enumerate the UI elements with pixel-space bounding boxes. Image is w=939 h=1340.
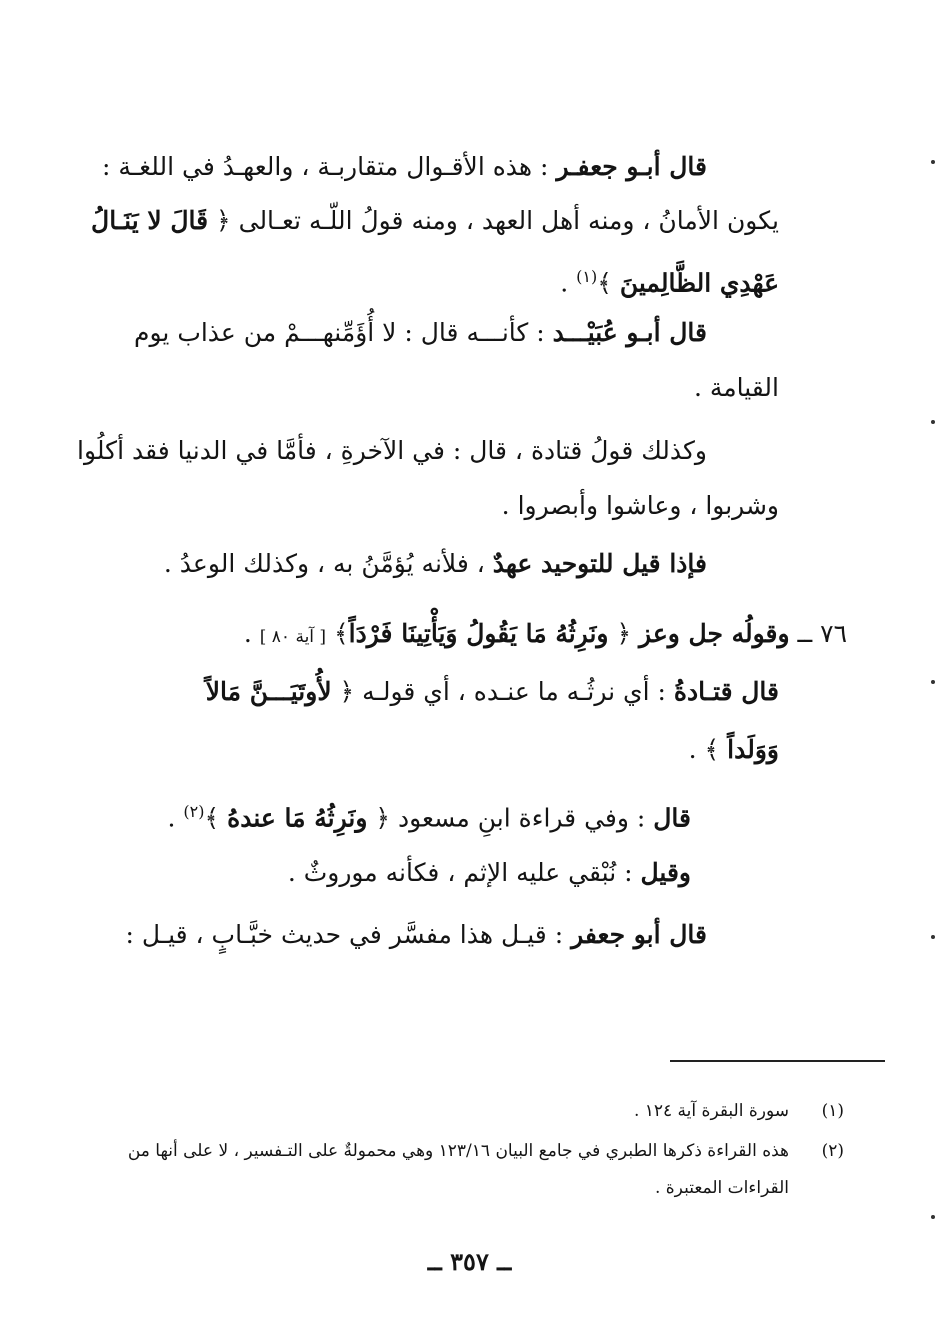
text: : كأنـــه قال : لا أُؤَمِّنهـــمْ من عذاب يوم <box>134 318 553 347</box>
text: : قيـل هذا مفسَّر في حديث خبَّـابٍ ، قيـل : <box>125 920 572 949</box>
text: : أي نرثُـه ما عنـده ، أي قولـه ﴿ <box>331 677 674 706</box>
paragraph-6-line-2 <box>689 730 779 770</box>
paragraph-2-line-1 <box>134 313 707 353</box>
text-bold: فإذا قيل للتوحيد عهدٌ <box>492 549 707 578</box>
paragraph-7 <box>168 792 691 838</box>
text: ﴾ . <box>688 735 728 764</box>
footnote-ref-1: (١) <box>576 267 598 286</box>
footnote-text: هذه القراءة ذكرها الطبري في جامع البيان ١٢٣/١٦ وهي محمولةٌ على التـفسير ، لا على أنها من <box>127 1141 789 1161</box>
text-bold: وقيل <box>640 858 691 887</box>
quran-quote: وَوَلَداً <box>727 735 779 764</box>
text: . <box>560 268 577 298</box>
footnote-ref-2: (٢) <box>183 802 205 821</box>
text: ، فلأنه يُؤمَّنُ به ، وكذلك الوعدُ . <box>163 549 493 578</box>
footnote-separator <box>670 1060 885 1062</box>
text: القيامة . <box>693 373 779 402</box>
footnote-text: القراءات المعتبرة . <box>654 1178 789 1198</box>
paragraph-6-line-1 <box>206 672 779 712</box>
footnote-2-text-line-1 <box>128 1137 789 1165</box>
text: . <box>243 619 260 648</box>
scan-speck <box>931 1215 935 1219</box>
paragraph-1-line-2 <box>91 201 779 241</box>
quran-quote: قَالَ لا يَنَـالُ <box>91 206 209 235</box>
footnote-1-text <box>634 1097 789 1125</box>
scan-speck <box>931 680 935 684</box>
speaker-abu-jafar: قال أبو جعفر <box>571 920 707 949</box>
footnote-1-number <box>822 1097 844 1125</box>
text-bold: وقولُه جل وعز <box>639 619 790 648</box>
text: يكون الأمانُ ، ومنه أهل العهد ، ومنه قولُ اللّـه تعـالى ﴿ <box>208 206 779 235</box>
text: وكذلك قولُ قتادة ، قال : في الآخرةِ ، فأمَّا في الدنيا فقد أكلُوا <box>77 436 707 465</box>
quran-quote: ونَرِثُهُ مَا يَقُولُ وَيَأْتِينَا فَرْدَاً <box>348 619 609 648</box>
speaker-abu-ubayd: قال أبـو عُبَيْـــد <box>552 318 707 347</box>
text: ﴾ <box>204 803 228 833</box>
page-number: ــ ٣٥٧ ــ <box>427 1247 512 1276</box>
paragraph-1-line-3 <box>560 257 779 303</box>
paragraph-8 <box>288 853 691 893</box>
scan-speck <box>931 420 935 424</box>
paragraph-4 <box>164 544 707 584</box>
text: : وفي قراءة ابنِ مسعود ﴿ <box>367 803 654 833</box>
quran-quote: عَهْدِي الظَّالِمينَ <box>619 268 779 298</box>
paragraph-3-line-2 <box>502 486 779 526</box>
quran-quote: لأُوتَيَـــنَّ مَالاً <box>205 677 332 706</box>
footnote-2-number <box>822 1137 844 1165</box>
scan-speck <box>931 935 935 939</box>
verse-reference: [ آية ٨٠ ] <box>259 627 327 647</box>
paragraph-3-line-1 <box>77 431 707 471</box>
text: : نُبْقي عليه الإثم ، فكأنه موروثٌ . <box>287 858 641 887</box>
paragraph-1-line-1 <box>102 147 707 187</box>
speaker-qatada: قال قتـادةُ <box>673 677 779 706</box>
speaker-abu-jafar: قال أبـو جعفـر <box>556 152 707 181</box>
scan-speck <box>931 160 935 164</box>
text: : هذه الأقـوال متقاربـة ، والعهـدُ في اللغـة : <box>102 152 557 181</box>
text-bold: قال <box>653 803 691 833</box>
footnote-2-text-line-2 <box>655 1174 789 1202</box>
text: ﴿ <box>608 619 640 648</box>
text: ﴾ <box>326 619 349 648</box>
quran-quote: ونَرِثُهُ مَا عندهُ <box>227 803 368 833</box>
footnote-text: سورة البقرة آية ١٢٤ . <box>633 1101 789 1121</box>
text: ﴾ <box>597 268 620 298</box>
paragraph-9 <box>125 915 707 955</box>
footnote-number: (١) <box>821 1101 844 1121</box>
item-76 <box>244 614 847 657</box>
text: وشربوا ، وعاشوا وأبصروا . <box>501 491 779 520</box>
item-number: ٧٦ ــ <box>789 619 847 648</box>
text: . <box>167 803 184 833</box>
paragraph-2-line-2 <box>694 368 779 408</box>
footnote-number: (٢) <box>821 1141 844 1161</box>
